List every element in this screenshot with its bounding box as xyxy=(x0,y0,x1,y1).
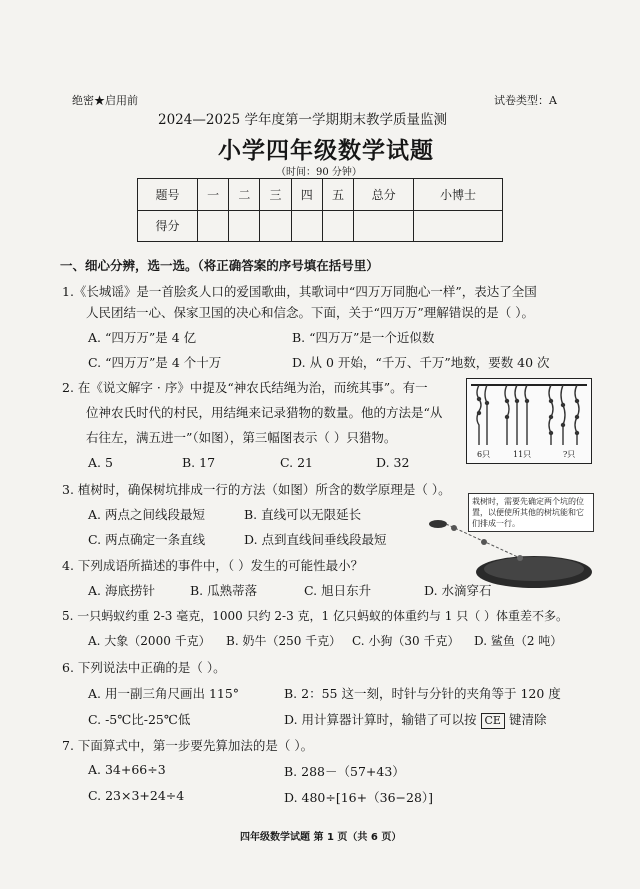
q1-option-a: A. “四万万”是 4 亿 xyxy=(88,330,197,345)
rope-label-3: ?只 xyxy=(563,450,576,459)
q1-option-b: B. “四万万”是一个近似数 xyxy=(292,330,435,345)
q3-option-d: D. 点到直线间垂线段最短 xyxy=(244,532,387,547)
score-header-cell: 二 xyxy=(229,179,260,211)
q2-option-d: D. 32 xyxy=(376,455,410,470)
score-header-cell: 题号 xyxy=(138,179,198,211)
knotted-rope-figure xyxy=(466,378,592,464)
q4-option-a: A. 海底捞针 xyxy=(88,583,155,598)
score-row-label: 得分 xyxy=(138,210,198,242)
question-2-line-3: 右往左，满五进一”（如图），第三幅图表示（ ）只猎物。 xyxy=(86,430,397,445)
question-1-line-2: 人民团结一心、保家卫国的决心和信念。下面，关于“四万万”理解错误的是（ ）。 xyxy=(86,305,535,320)
rope-label-1: 6只 xyxy=(477,450,491,459)
score-table-header-row xyxy=(138,179,503,211)
q6-option-d xyxy=(284,710,546,729)
score-header-cell: 一 xyxy=(198,179,229,211)
question-3-line-1: 3. 植树时，确保树坑排成一行的方法（如图）所含的数学原理是（ ）。 xyxy=(62,482,451,497)
score-cell[interactable] xyxy=(322,210,353,242)
ce-key-icon: CE xyxy=(481,713,505,729)
question-6-line-1: 6. 下列说法中正确的是（ ）。 xyxy=(62,660,226,675)
q1-option-d: D. 从 0 开始，“千万、千万”地数，要数 40 次 xyxy=(292,355,550,370)
q2-option-c: C. 21 xyxy=(280,455,313,470)
secret-label: 绝密★启用前 xyxy=(72,94,138,107)
score-header-cell: 四 xyxy=(291,179,322,211)
q5-option-b: B. 奶牛（250 千克） xyxy=(226,634,342,648)
q6-option-c: C. -5℃比-25℃低 xyxy=(88,712,191,727)
q3-option-a: A. 两点之间线段最短 xyxy=(88,507,205,522)
q2-option-a: A. 5 xyxy=(88,455,113,470)
score-header-cell: 总分 xyxy=(354,179,414,211)
question-1-line-1: 1.《长城谣》是一首脍炙人口的爱国歌曲，其歌词中“四万万同胞心一样”，表达了全国 xyxy=(62,284,537,299)
tree-planting-note: 栽树时，需要先确定两个坑的位置，以便使所其他的树坑能和它们排成一行。 xyxy=(468,493,594,532)
question-4-line-1: 4. 下列成语所描述的事件中，（ ）发生的可能性最小？ xyxy=(62,558,364,573)
q7-option-c: C. 23×3+24÷4 xyxy=(88,788,185,803)
page-footer: 四年级数学试题 第 1 页（共 6 页） xyxy=(240,832,402,843)
q7-option-d: D. 480÷[16+（36−28）] xyxy=(284,790,434,805)
score-cell[interactable] xyxy=(354,210,414,242)
question-2-line-1: 2. 在《说文解字 · 序》中提及“神农氏结绳为治，而统其事”。有一 xyxy=(62,380,428,395)
score-header-cell: 五 xyxy=(322,179,353,211)
q5-option-c: C. 小狗（30 千克） xyxy=(352,634,460,648)
q4-option-c: C. 旭日东升 xyxy=(304,583,372,598)
exam-title: 2024—2025 学年度第一学期期末教学质量监测 xyxy=(158,112,448,128)
q6-option-b: B. 2：55 这一刻，时针与分针的夹角等于 120 度 xyxy=(284,686,561,701)
q6-option-d-text: D. 用计算器计算时，输错了可以按 xyxy=(284,712,477,727)
question-5-line-1: 5. 一只蚂蚁约重 2-3 毫克，1000 只约 2-3 克，1 亿只蚂蚁的体重约与 1 只（ ）体重差不多。 xyxy=(62,609,569,623)
score-cell[interactable] xyxy=(291,210,322,242)
page-title: 小学四年级数学试题 xyxy=(218,138,434,164)
score-header-cell: 三 xyxy=(260,179,291,211)
score-cell[interactable] xyxy=(198,210,229,242)
time-label: （时间：90 分钟） xyxy=(276,167,362,178)
q5-option-d: D. 鲨鱼（2 吨） xyxy=(474,634,563,648)
score-cell[interactable] xyxy=(260,210,291,242)
q3-option-c: C. 两点确定一条直线 xyxy=(88,532,206,547)
rope-label-2: 11只 xyxy=(513,450,532,459)
question-7-line-1: 7. 下面算式中，第一步要先算加法的是（ ）。 xyxy=(62,738,314,753)
score-header-cell: 小博士 xyxy=(414,179,503,211)
q4-option-d: D. 水滴穿石 xyxy=(424,583,492,598)
q4-option-b: B. 瓜熟蒂落 xyxy=(190,583,258,598)
question-2-line-2: 位神农氏时代的村民，用结绳来记录猎物的数量。他的方法是“从 xyxy=(86,405,443,420)
q6-option-a: A. 用一副三角尺画出 115° xyxy=(88,686,240,701)
score-cell[interactable] xyxy=(229,210,260,242)
score-cell[interactable] xyxy=(414,210,503,242)
q6-option-d-suffix: 键清除 xyxy=(508,712,547,727)
section-title: 一、细心分辨，选一选。（将正确答案的序号填在括号里） xyxy=(60,258,379,273)
paper-type-label: 试卷类型：A xyxy=(494,94,557,107)
q1-option-c: C. “四万万”是 4 个十万 xyxy=(88,355,222,370)
q2-option-b: B. 17 xyxy=(182,455,216,470)
q7-option-b: B. 288－（57+43） xyxy=(284,764,405,779)
score-table-score-row xyxy=(138,210,503,242)
q7-option-a: A. 34+66÷3 xyxy=(88,762,166,777)
q3-option-b: B. 直线可以无限延长 xyxy=(244,507,362,522)
q5-option-a: A. 大象（2000 千克） xyxy=(88,634,211,648)
score-table xyxy=(137,178,503,242)
